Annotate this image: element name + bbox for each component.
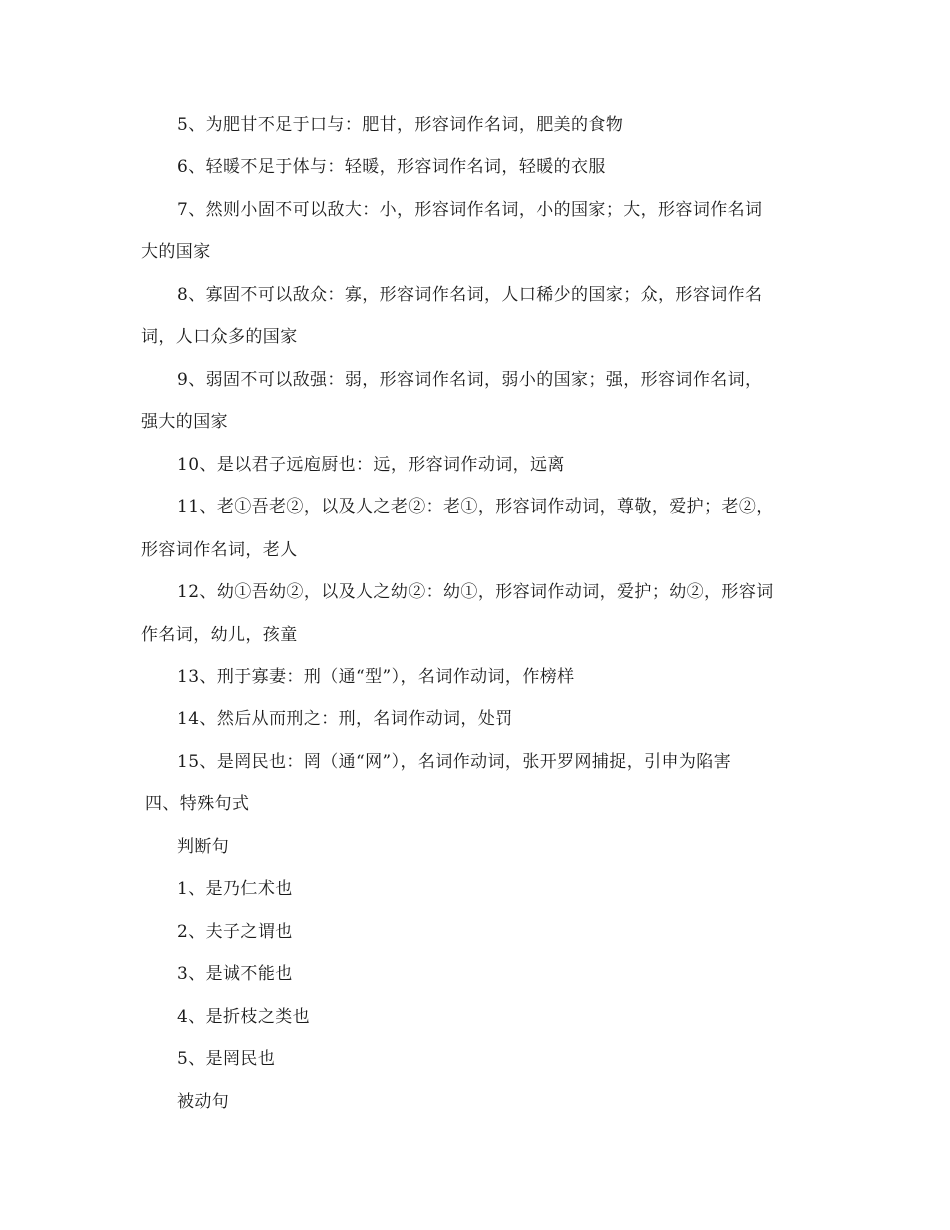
paragraph-line: 5、为肥甘不足于口与：肥甘，形容词作名词，肥美的食物 xyxy=(177,115,624,135)
section-heading: 四、特殊句式 xyxy=(145,794,250,814)
paragraph-line: 7、然则小固不可以敌大：小，形容词作名词，小的国家；大，形容词作名词 xyxy=(177,200,763,220)
list-item: 5、是罔民也 xyxy=(177,1049,276,1069)
paragraph-line: 9、弱固不可以敌强：弱，形容词作名词，弱小的国家；强，形容词作名词， xyxy=(177,370,763,390)
paragraph-line: 作名词，幼儿，孩童 xyxy=(141,625,298,645)
paragraph-line: 形容词作名词，老人 xyxy=(141,540,298,560)
list-item: 3、是诚不能也 xyxy=(177,964,293,984)
paragraph-line: 6、轻暖不足于体与：轻暖，形容词作名词，轻暖的衣服 xyxy=(177,157,606,177)
paragraph-line: 11、老①吾老②，以及人之老②：老①，形容词作动词，尊敬，爱护；老②， xyxy=(177,497,774,517)
paragraph-line: 8、寡固不可以敌众：寡，形容词作名词，人口稀少的国家；众，形容词作名 xyxy=(177,285,763,305)
paragraph-line: 大的国家 xyxy=(141,242,211,262)
list-item: 4、是折枝之类也 xyxy=(177,1007,311,1027)
paragraph-line: 15、是罔民也：罔（通“网”），名词作动词，张开罗网捕捉，引申为陷害 xyxy=(177,752,732,772)
list-item: 1、是乃仁术也 xyxy=(177,879,293,899)
subheading-judgment: 判断句 xyxy=(177,837,230,857)
paragraph-line: 强大的国家 xyxy=(141,412,228,432)
paragraph-line: 14、然后从而刑之：刑，名词作动词，处罚 xyxy=(177,709,513,729)
paragraph-line: 词，人口众多的国家 xyxy=(141,327,298,347)
subheading-passive: 被动句 xyxy=(177,1092,230,1112)
paragraph-line: 13、刑于寡妻：刑（通“型”），名词作动词，作榜样 xyxy=(177,667,575,687)
paragraph-line: 10、是以君子远庖厨也：远，形容词作动词，远离 xyxy=(177,455,565,475)
paragraph-line: 12、幼①吾幼②，以及人之幼②：幼①，形容词作动词，爱护；幼②，形容词 xyxy=(177,582,774,602)
list-item: 2、夫子之谓也 xyxy=(177,922,293,942)
